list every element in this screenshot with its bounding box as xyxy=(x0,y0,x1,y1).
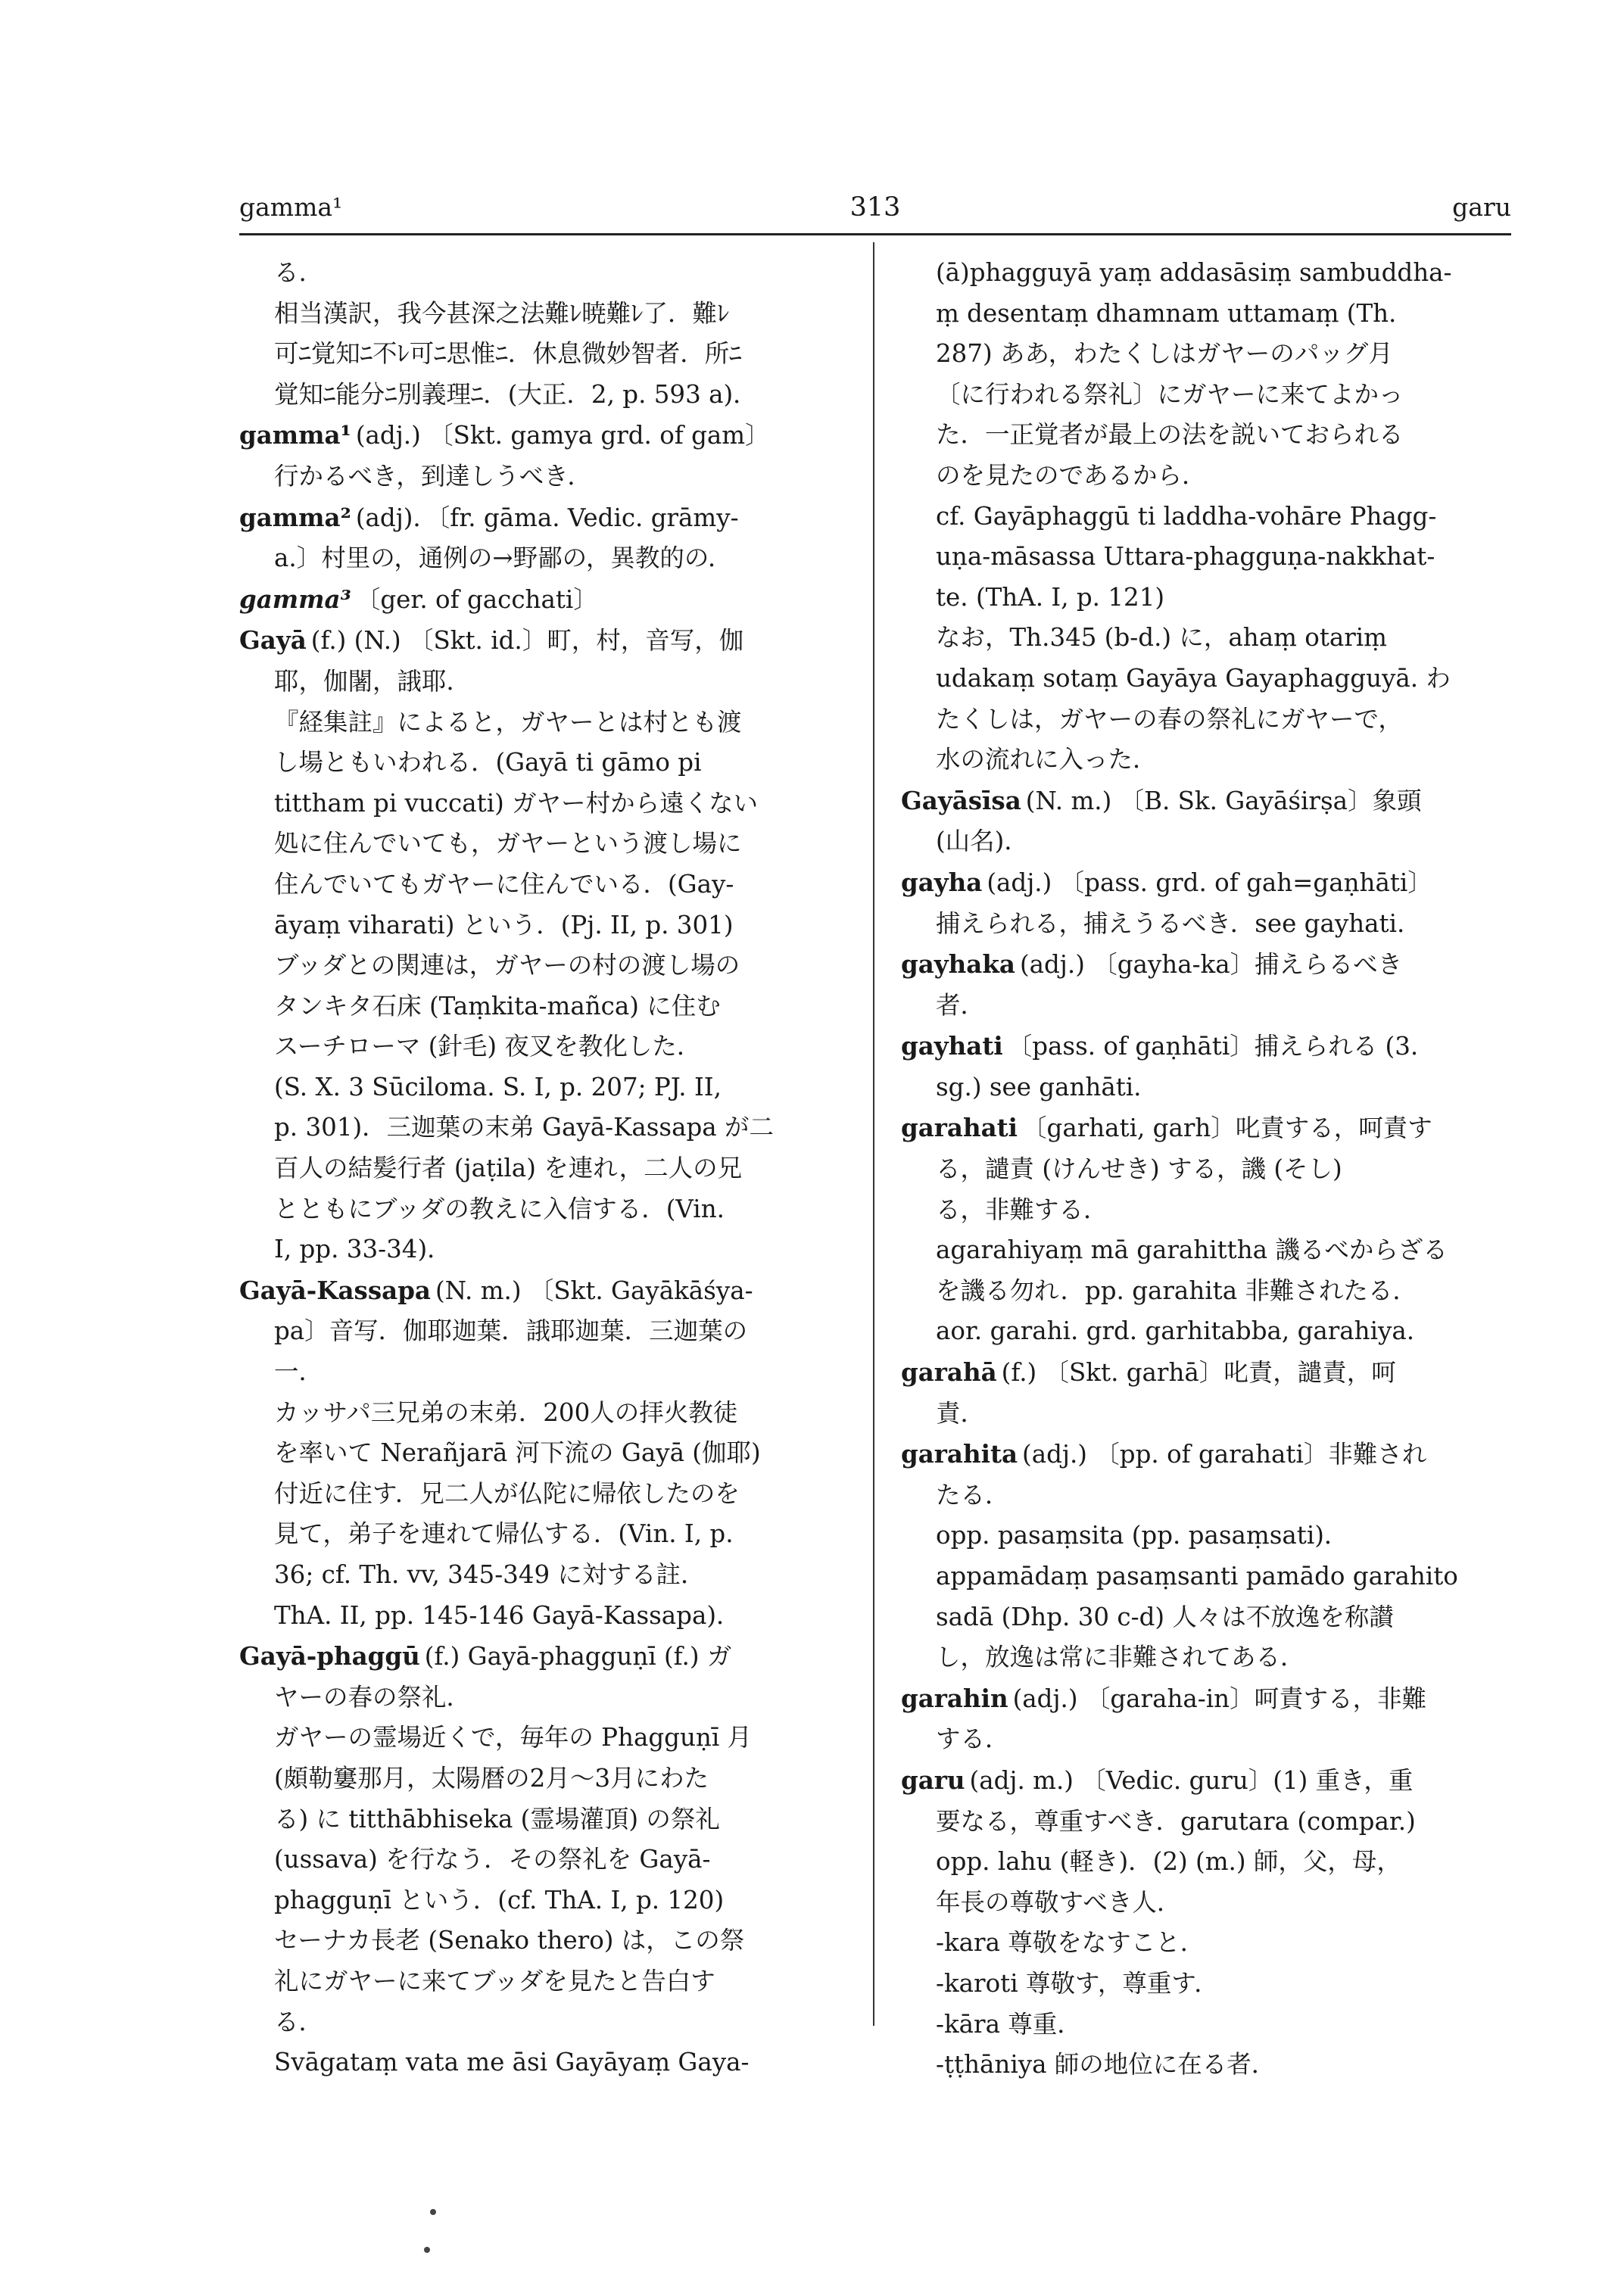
entry-garahati xyxy=(901,1108,1516,1352)
scan-speck xyxy=(430,2209,436,2215)
entry-line: (頗勒窶那月，太陽暦の2月〜3月にわた xyxy=(274,1763,709,1793)
continued-text-line: た．一正覚者が最上の法を説いておられる xyxy=(936,420,1404,450)
entry-line: を率いて Nerañjarā 河下流の Gayā (伽耶) xyxy=(274,1438,761,1468)
entry-line: 耶，伽闍，誐耶． xyxy=(274,666,472,696)
entry-line: タンキタ石床 (Taṃkita-mañca) に住む xyxy=(274,991,721,1020)
entry-line: sg.) see ganhāti. xyxy=(936,1072,1142,1101)
entry-line: る，非難する． xyxy=(936,1195,1108,1224)
entry-head: 〔pass. of gaṇhāti〕捕えられる (3. xyxy=(1007,1032,1419,1061)
entry-head: (f.) (N.) 〔Skt. id.〕町，村，音写，伽 xyxy=(310,626,744,656)
entry-head: (adj. m.) 〔Vedic. guru〕(1) 重き，重 xyxy=(969,1765,1414,1795)
entry-gamma3 xyxy=(239,579,860,621)
headword: gayhati xyxy=(901,1031,1003,1061)
headword: Gayāsīsa xyxy=(901,785,1021,815)
entry-line: 者． xyxy=(936,990,986,1020)
entry-head: (adj.) 〔gayha-ka〕捕えらるべき xyxy=(1019,950,1403,980)
headword: garu xyxy=(901,1765,965,1795)
entry-gayhati xyxy=(901,1026,1516,1108)
headword: gayha xyxy=(901,867,983,897)
entry-line: る，譴責 (けんせき) する，譏 (そし) xyxy=(936,1154,1342,1184)
header-rule xyxy=(239,233,1511,235)
scan-speck xyxy=(424,2247,430,2253)
continued-text-line: 覚知ﾆ能分ﾆ別義理ﾆ．(大正．2, p. 593 a)． xyxy=(274,379,758,409)
headword: gayhaka xyxy=(901,949,1015,980)
headword: gamma³ xyxy=(239,584,351,614)
continued-text-line: のを見たのであるから． xyxy=(936,460,1207,490)
entry-gayhaka xyxy=(901,944,1516,1026)
entry-line: セーナカ長老 (Senako thero) は，この祭 xyxy=(274,1926,745,1955)
entry-garahita xyxy=(901,1434,1516,1678)
entry-gamma1 xyxy=(239,415,860,497)
entry-head: (f.) Gayā-phagguṇī (f.) ガ xyxy=(424,1642,732,1671)
entry-head: 〔ger. of gacchati〕 xyxy=(355,584,598,614)
entry-head: (N. m.) 〔B. Sk. Gayāśirṣa〕象頭 xyxy=(1025,786,1422,815)
entry-line: opp. pasaṃsita (pp. pasaṃsati)． xyxy=(936,1521,1349,1550)
continued-text-line: る. xyxy=(274,258,307,287)
continued-text-line: 〔に行われる祭礼〕にガヤーに来てよかっ xyxy=(936,379,1404,409)
entry-line: 処に住んでいても，ガヤーという渡し場に xyxy=(274,829,742,858)
entry-garahin xyxy=(901,1678,1516,1760)
column-divider xyxy=(873,242,874,2026)
headword: Gayā-Kassapa xyxy=(239,1275,431,1305)
entry-line: pa〕音写．伽耶迦葉．誐耶迦葉．三迦葉の xyxy=(274,1316,748,1346)
headword: garahita xyxy=(901,1439,1018,1469)
entry-line: agarahiyaṃ mā garahittha 譏るべからざる xyxy=(936,1235,1448,1265)
entry-line: sadā (Dhp. 30 c-d) 人々は不放逸を称讃 xyxy=(936,1602,1394,1631)
entry-gayha xyxy=(901,862,1516,944)
entry-line: ヤーの春の祭礼． xyxy=(274,1682,472,1712)
entry-line: āyaṃ viharati) という．(Pj. II, p. 301) xyxy=(274,910,734,939)
running-head-right-guide-word: garu xyxy=(1452,192,1511,222)
entry-line: 付近に住す．兄二人が仏陀に帰依したのを xyxy=(274,1478,740,1508)
entry-line: ThA. II, pp. 145-146 Gayā-Kassapa)． xyxy=(274,1600,741,1630)
entry-gayasisa xyxy=(901,780,1516,862)
entry-line: 36; cf. Th. vv, 345-349 に対する註． xyxy=(274,1560,706,1589)
entry-gaya xyxy=(239,620,860,1270)
entry-line: 一． xyxy=(274,1357,324,1387)
entry-line: -ṭṭhāniya 師の地位に在る者． xyxy=(936,2050,1276,2080)
entry-line: する． xyxy=(936,1724,1010,1754)
entry-line: ガヤーの霊場近くで，毎年の Phagguṇī 月 xyxy=(274,1723,753,1752)
continued-text-line: 287) ああ，わたくしはガヤーのパッグ月 xyxy=(936,339,1393,369)
entry-line: Svāgataṃ vata me āsi Gayāyaṃ Gaya- xyxy=(274,2048,750,2077)
entry-line: スーチローマ (針毛) 夜叉を教化した． xyxy=(274,1032,702,1061)
entry-line: 行かるべき，到達しうべき． xyxy=(274,461,592,491)
headword: Gayā-phaggū xyxy=(239,1641,420,1671)
entry-line: I, pp. 33-34)． xyxy=(274,1235,452,1264)
continued-text-line: cf. Gayāphaggū ti laddha-vohāre Phagg- xyxy=(936,501,1437,531)
page-number: 313 xyxy=(849,192,901,223)
entry-garu xyxy=(901,1760,1516,2086)
entry-head: (adj.) 〔pass. grd. of gah=gaṇhāti〕 xyxy=(987,868,1432,897)
continued-text-line: たくしは，ガヤーの春の祭礼にガヤーで， xyxy=(936,704,1403,734)
entry-line: 百人の結髪行者 (jaṭila) を連れ，二人の兄 xyxy=(274,1154,743,1183)
running-head-left-guide-word: gamma¹ xyxy=(239,192,343,222)
entry-gaya-kassapa xyxy=(239,1270,860,1636)
entry-line: tittham pi vuccati) ガヤー村から遠くない xyxy=(274,788,759,818)
entry-line: 年長の尊敬すべき人． xyxy=(936,1887,1182,1917)
entry-head: (N. m.) 〔Skt. Gayākāśya- xyxy=(435,1276,753,1305)
continued-text-line: なお，Th.345 (b-d.) に，ahaṃ otariṃ xyxy=(936,623,1387,653)
entry-head: (adj)．〔fr. gāma. Vedic. grāmy- xyxy=(355,503,739,532)
entry-line: る) に titthābhiseka (霊場灌頂) の祭礼 xyxy=(274,1804,720,1833)
entry-line: (ussava) を行なう．その祭礼を Gayā- xyxy=(274,1845,711,1874)
entry-line: 捕えられる，捕えうるべき．see gayhati. xyxy=(936,908,1405,938)
entry-line: aor. garahi. grd. garhitabba, garahiya. xyxy=(936,1316,1415,1346)
entry-line: 要なる，尊重すべき．garutara (compar.) xyxy=(936,1806,1416,1836)
headword: garahin xyxy=(901,1683,1008,1713)
entry-line: appamādaṃ pasaṃsanti pamādo garahito xyxy=(936,1562,1458,1590)
entry-line: opp. lahu (軽き)．(2) (m.) 師，父，母， xyxy=(936,1847,1401,1877)
entry-line: 住んでいてもガヤーに住んでいる．(Gay- xyxy=(274,869,734,899)
entry-line: たる． xyxy=(936,1480,1010,1509)
headword: garahati xyxy=(901,1113,1018,1143)
entry-line: phagguṇī という．(cf. ThA. I, p. 120) xyxy=(274,1885,725,1914)
entry-line: ブッダとの関連は，ガヤーの村の渡し場の xyxy=(274,951,740,980)
entry-line: (山名)． xyxy=(936,827,1029,856)
continued-text-line: 可ﾆ覚知ﾆ不ﾚ可ﾆ思惟ﾆ．休息微妙智者．所ﾆ xyxy=(274,339,742,369)
entry-line: とともにブッダの教えに入信する．(Vin. xyxy=(274,1194,725,1223)
running-head xyxy=(239,192,1511,238)
headword: Gayā xyxy=(239,625,307,656)
continued-text-line: (ā)phagguyā yaṃ addasāsiṃ sambuddha- xyxy=(936,258,1452,287)
continued-text-line: udakaṃ sotaṃ Gayāya Gayaphagguyā. わ xyxy=(936,663,1451,693)
right-column xyxy=(901,253,1516,2086)
entry-line: カッサパ三兄弟の末弟．200人の拝火教徒 xyxy=(274,1397,738,1427)
entry-garaha xyxy=(901,1352,1516,1434)
headword: gamma¹ xyxy=(239,420,351,450)
continued-text-line: te. (ThA. I, p. 121) xyxy=(936,582,1165,612)
entry-line: 責． xyxy=(936,1398,986,1428)
entry-line: -kara 尊敬をなすこと． xyxy=(936,1928,1205,1958)
entry-line: 礼にガヤーに来てブッダを見たと告白す xyxy=(274,1966,715,1995)
left-column xyxy=(239,253,860,2083)
entry-line: -karoti 尊敬す，尊重す． xyxy=(936,1968,1219,1998)
continued-text-line: 水の流れに入った． xyxy=(936,745,1158,774)
entry-line: る． xyxy=(274,2007,324,2036)
entry-gaya-phaggu xyxy=(239,1636,860,2083)
entry-line: p. 301)．三迦葉の末弟 Gayā-Kassapa が二 xyxy=(274,1113,774,1142)
entry-gamma2 xyxy=(239,497,860,579)
entry-line: し，放逸は常に非難されてある． xyxy=(936,1643,1305,1672)
continued-text-line: uṇa-māsassa Uttara-phagguṇa-nakkhat- xyxy=(936,542,1435,572)
entry-line: 『経集註』によると，ガヤーとは村とも渡 xyxy=(274,707,742,737)
continued-text-line: 相当漢訳，我今甚深之法難ﾚ暁難ﾚ了．難ﾚ xyxy=(274,298,730,328)
entry-line: 見て，弟子を連れて帰仏する．(Vin. I, p. xyxy=(274,1519,734,1549)
headword: garahā xyxy=(901,1357,997,1388)
entry-head: (f.) 〔Skt. garhā〕叱責，譴責，呵 xyxy=(1001,1358,1396,1388)
entry-line: を譏る勿れ．pp. garahita 非難されたる． xyxy=(936,1276,1417,1305)
entry-line: (S. X. 3 Sūciloma. S. I, p. 207; PJ. II, xyxy=(274,1072,722,1101)
headword: gamma² xyxy=(239,502,351,532)
entry-line: a.〕村里の，通例の→野鄙の，異教的の． xyxy=(274,544,733,573)
entry-head: 〔garhati, garh〕叱責する，呵責す xyxy=(1022,1114,1432,1143)
entry-line: -kāra 尊重． xyxy=(936,2009,1082,2039)
entry-head: (adj.) 〔garaha-in〕呵責する，非難 xyxy=(1012,1684,1427,1713)
continued-text-line: ṃ desentaṃ dhamnam uttamaṃ (Th. xyxy=(936,298,1397,328)
entry-head: (adj.) 〔pp. of garahati〕非難され xyxy=(1022,1440,1427,1469)
entry-line: し場ともいわれる．(Gayā ti gāmo pi xyxy=(274,748,702,777)
entry-head: (adj.) 〔Skt. gamya grd. of gam〕 xyxy=(355,421,770,450)
